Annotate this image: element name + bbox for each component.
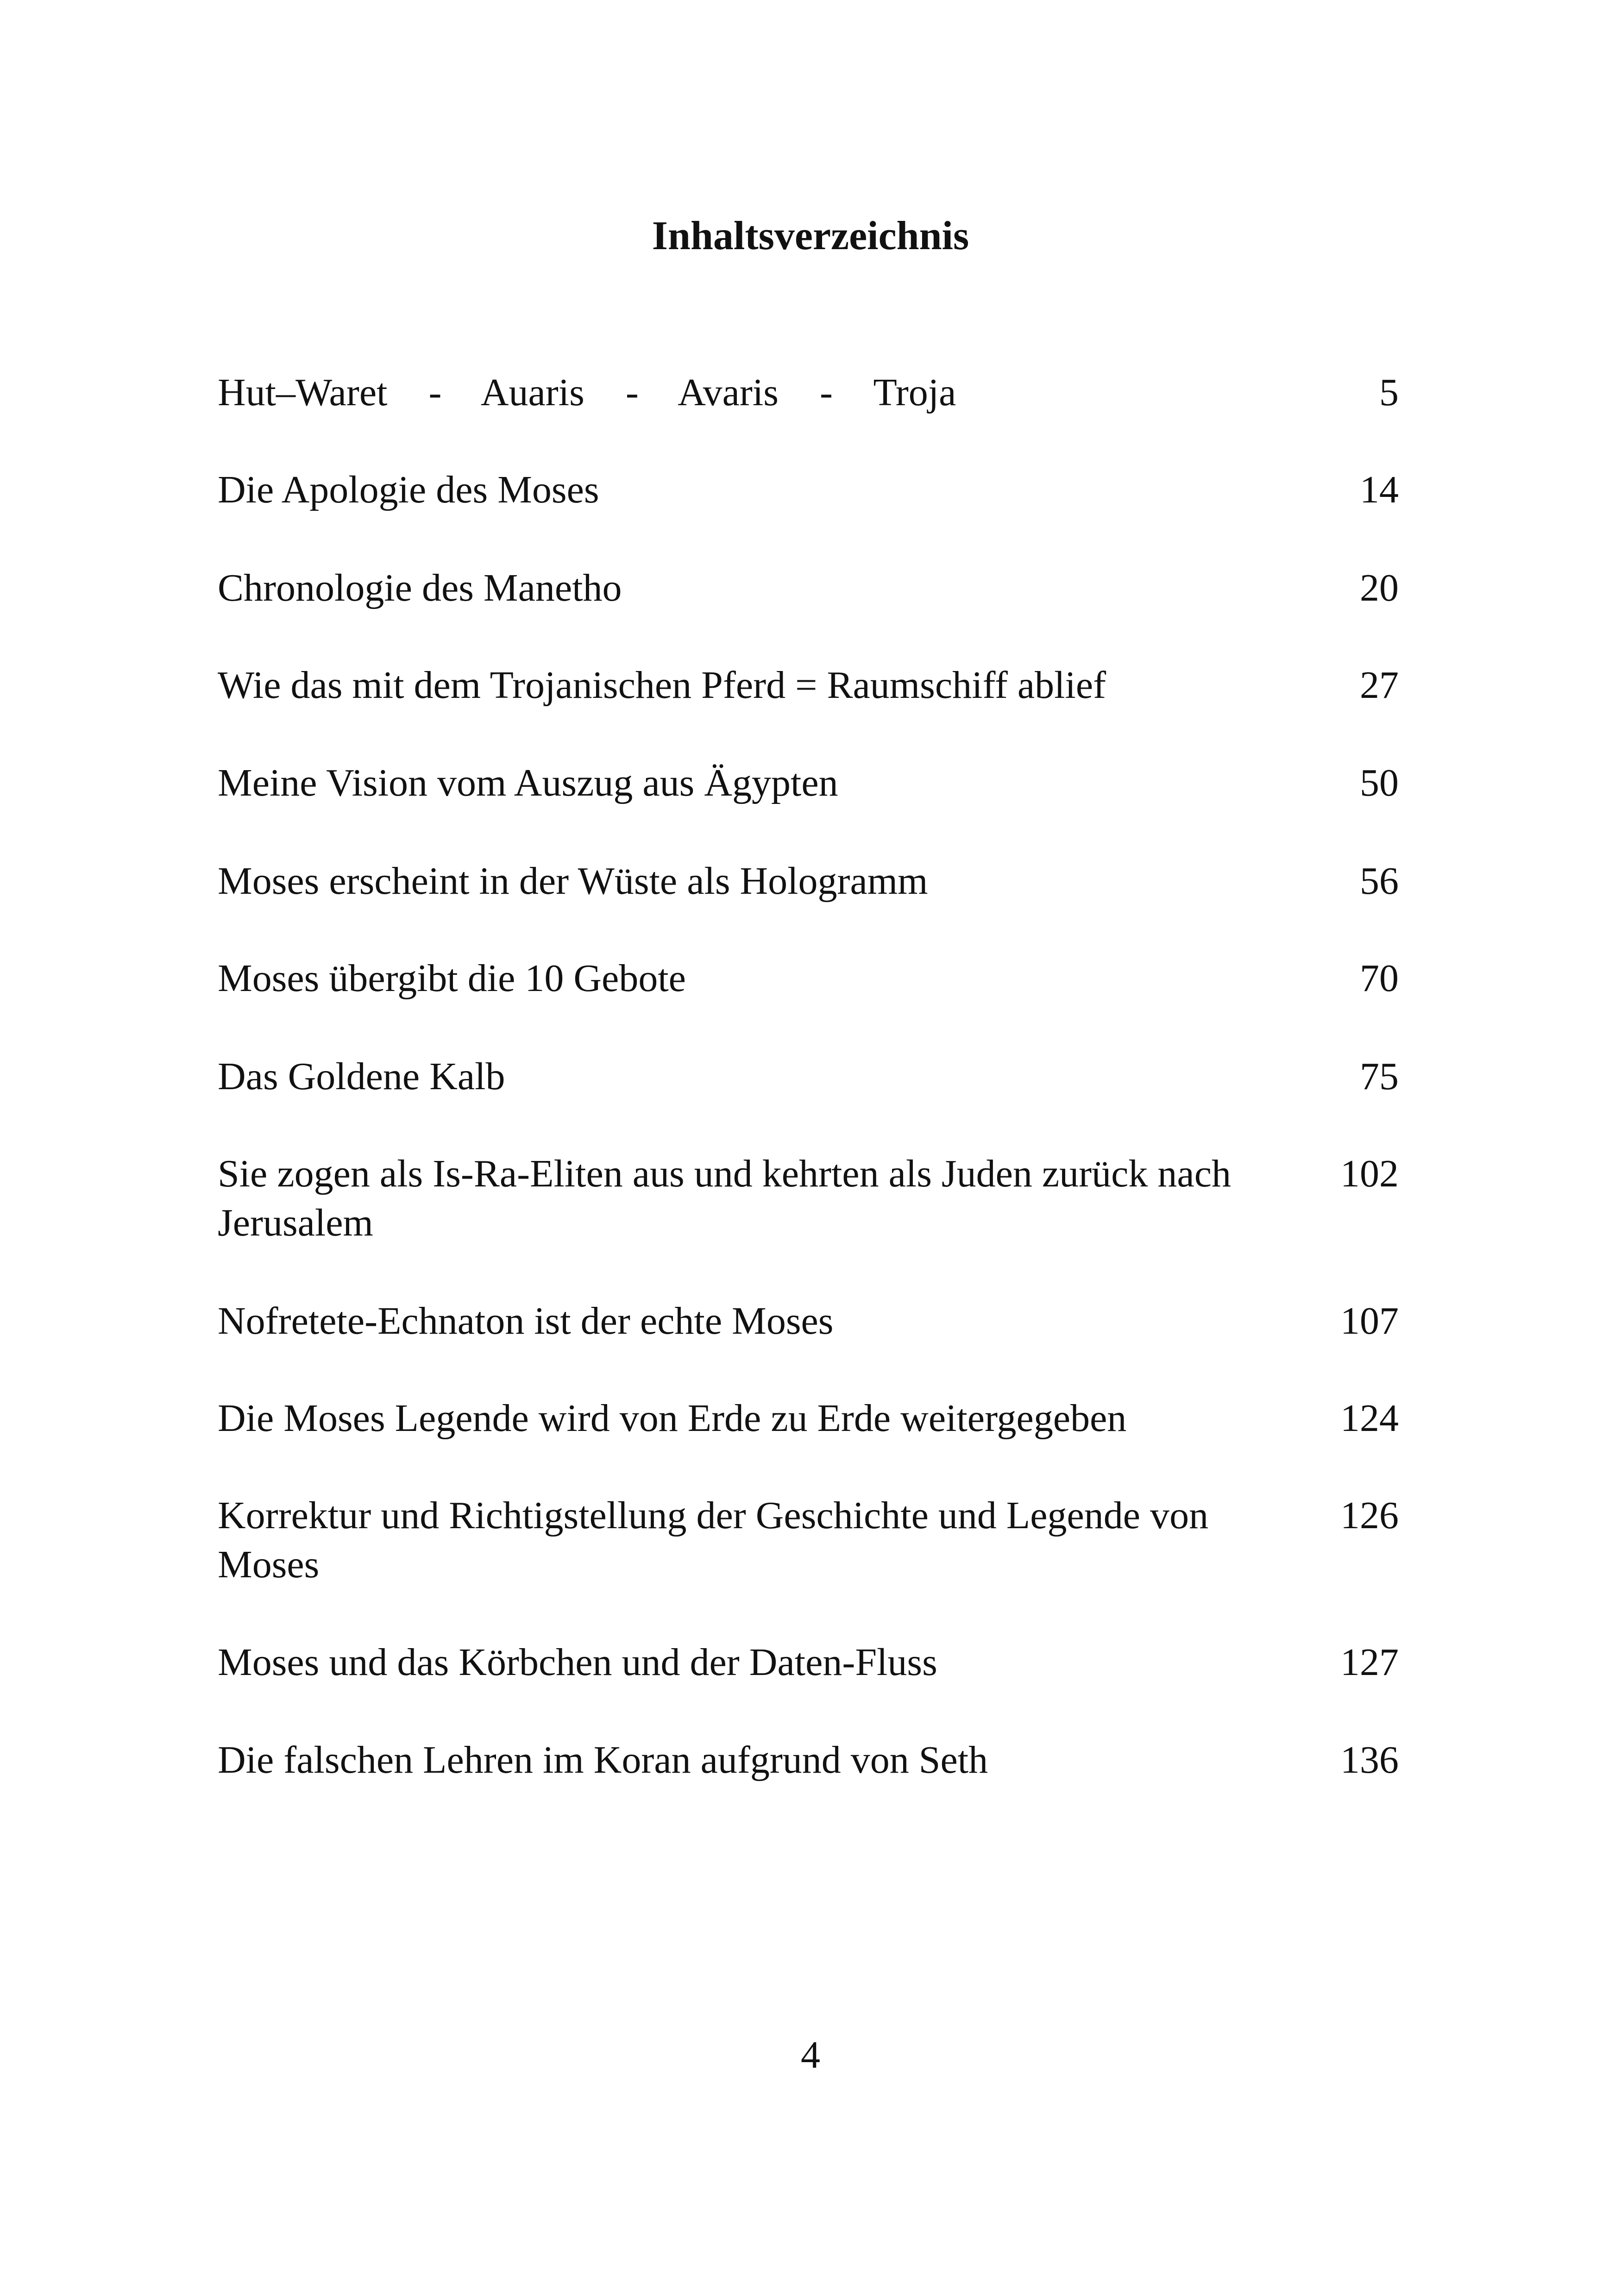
toc-entry-title: Die falschen Lehren im Koran aufgrund von Seth	[218, 1738, 988, 1782]
toc-entry-page: 70	[1360, 957, 1399, 1000]
toc-entry-page: 124	[1340, 1397, 1399, 1440]
toc-entry	[218, 1638, 1413, 1740]
toc-entry	[218, 564, 1413, 665]
toc-entry	[218, 1052, 1413, 1154]
toc-entry-page: 126	[1340, 1494, 1399, 1537]
toc-entry-page: 127	[1340, 1641, 1399, 1684]
toc-entry-title: Hut–Waret - Auaris - Avaris - Troja	[218, 371, 956, 414]
toc-entry-page: 75	[1360, 1055, 1399, 1098]
toc-entry-page: 27	[1360, 664, 1399, 707]
toc-entry	[218, 1736, 1413, 1838]
toc-entry	[218, 759, 1413, 860]
toc-entry-page: 5	[1379, 371, 1399, 414]
toc-entry-page: 20	[1360, 566, 1399, 609]
toc-entry-page: 50	[1360, 761, 1399, 804]
toc-entry	[218, 1491, 1413, 1593]
toc-entry-page: 56	[1360, 859, 1399, 903]
toc-entry	[218, 857, 1413, 959]
toc-entry-title: Moses erscheint in der Wüste als Hologramm	[218, 859, 928, 903]
toc-entry-title: Meine Vision vom Auszug aus Ägypten	[218, 761, 838, 804]
toc-entry	[218, 1394, 1413, 1496]
toc-entry-page: 107	[1340, 1299, 1399, 1342]
toc-entry-title: Die Apologie des Moses	[218, 468, 599, 511]
toc-entry	[218, 368, 1413, 470]
page-title: Inhaltsverzeichnis	[652, 213, 969, 258]
toc-entry-title: Nofretete-Echnaton ist der echte Moses	[218, 1299, 834, 1342]
toc-entry-title: Sie zogen als Is-Ra-Eliten aus und kehrten als Juden zurück nach Jerusalem	[218, 1152, 1231, 1244]
toc-entry-page: 136	[1340, 1738, 1399, 1782]
toc-entry-title: Moses übergibt die 10 Gebote	[218, 957, 686, 1000]
page-number: 4	[801, 2033, 820, 2076]
toc-entry-page: 14	[1360, 468, 1399, 511]
toc-entry-title: Chronologie des Manetho	[218, 566, 622, 609]
toc-entry	[218, 1297, 1413, 1399]
toc-entry	[218, 465, 1413, 567]
toc-entry-title: Die Moses Legende wird von Erde zu Erde weitergegeben	[218, 1397, 1127, 1440]
toc-entry-title: Korrektur und Richtigstellung der Geschichte und Legende von Moses	[218, 1494, 1209, 1586]
toc-entry	[218, 661, 1413, 763]
toc-entry-title: Das Goldene Kalb	[218, 1055, 505, 1098]
toc-entry-title: Moses und das Körbchen und der Daten-Fluss	[218, 1641, 937, 1684]
toc-entry	[218, 1149, 1413, 1251]
toc-entry	[218, 954, 1413, 1056]
toc-entry-title: Wie das mit dem Trojanischen Pferd = Raumschiff ablief	[218, 664, 1106, 707]
toc-entry-page: 102	[1340, 1152, 1399, 1195]
